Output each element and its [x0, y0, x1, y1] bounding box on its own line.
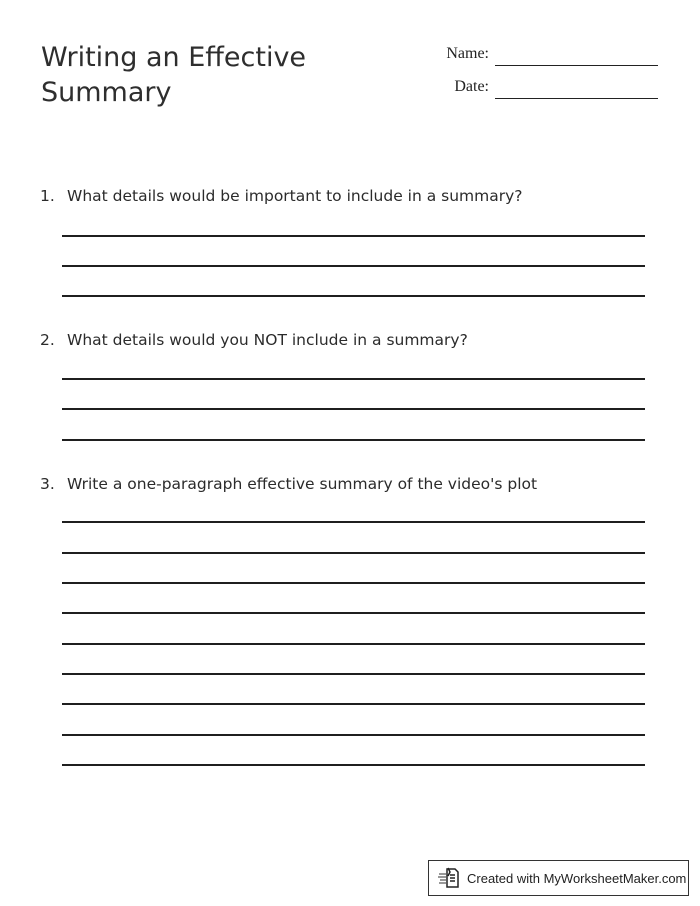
answer-line — [62, 612, 645, 614]
date-row — [420, 76, 660, 109]
created-with-text: Created with MyWorksheetMaker.com — [467, 870, 687, 886]
name-label: Name: — [446, 45, 489, 62]
question-3 — [40, 475, 660, 493]
question-text: What details would be important to include in a summary? — [67, 187, 523, 205]
answer-line — [62, 673, 645, 675]
created-with-badge[interactable] — [428, 860, 689, 896]
answer-line — [62, 764, 645, 766]
answer-line — [62, 552, 645, 554]
answer-line — [62, 703, 645, 705]
answer-line — [62, 521, 645, 523]
date-label: Date: — [454, 78, 489, 95]
answer-line — [62, 439, 645, 441]
answer-line — [62, 408, 645, 410]
date-blank-line — [495, 98, 658, 99]
answer-line — [62, 295, 645, 297]
question-1 — [40, 187, 660, 205]
answer-line — [62, 265, 645, 267]
worksheet-title: Writing an Effective Summary — [41, 42, 307, 108]
answer-line — [62, 582, 645, 584]
name-blank-line — [495, 65, 658, 66]
worksheet-maker-logo-icon — [437, 866, 461, 890]
name-row — [420, 43, 660, 76]
question-number: 1. — [40, 187, 55, 205]
answer-line — [62, 734, 645, 736]
student-info — [420, 43, 660, 109]
question-text: What details would you NOT include in a summary? — [67, 331, 468, 349]
answer-line — [62, 378, 645, 380]
question-text: Write a one-paragraph effective summary of the video's plot — [67, 475, 538, 493]
answer-line — [62, 643, 645, 645]
answer-line — [62, 235, 645, 237]
question-number: 2. — [40, 331, 55, 349]
question-2 — [40, 331, 660, 349]
question-number: 3. — [40, 475, 55, 493]
